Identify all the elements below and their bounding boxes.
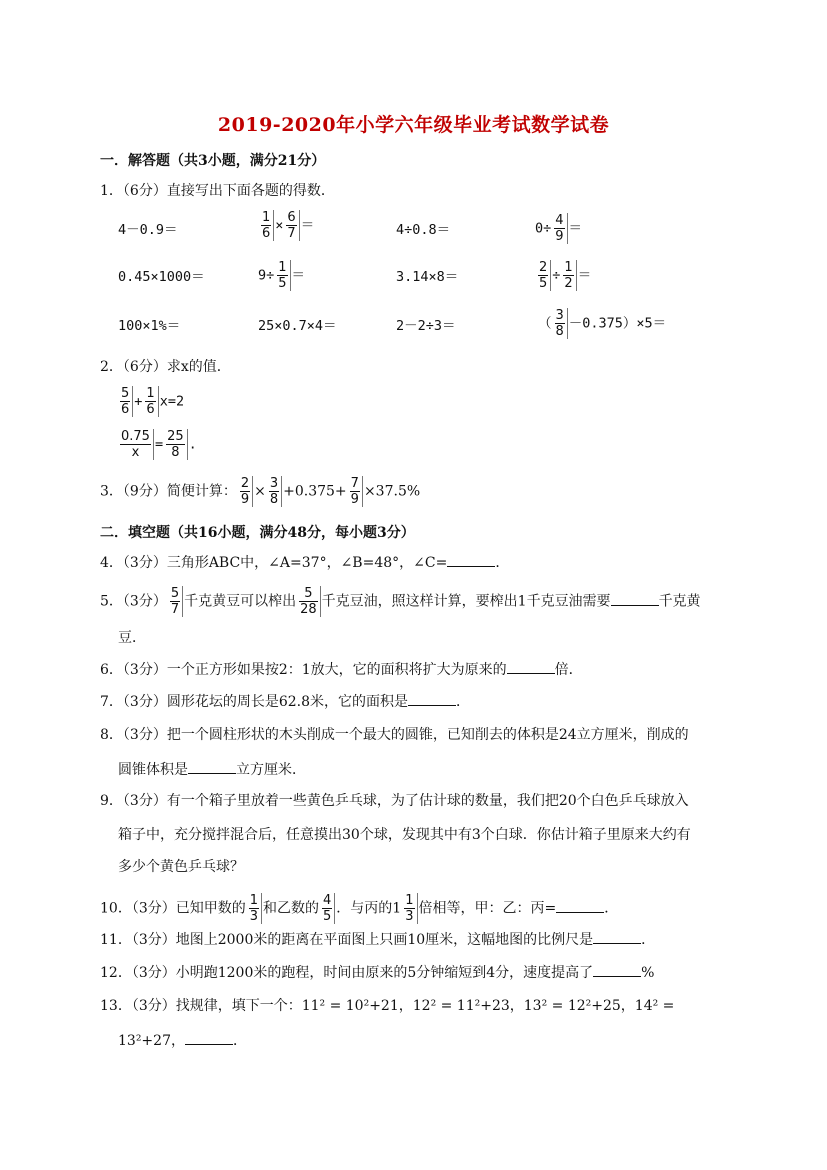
- fraction-numerator: 0.75: [121, 429, 150, 444]
- answer-blank: [611, 593, 659, 606]
- fraction-numerator: 1: [262, 210, 271, 225]
- q1-r2-c3: 3.14×8＝: [396, 269, 459, 285]
- q1-r1-c3: 4÷0.8＝: [396, 222, 451, 238]
- fraction-denominator: 8: [269, 492, 279, 507]
- fraction-numerator: 1: [405, 893, 414, 908]
- section-1-heading: 一．解答题（共3小题，满分21分）: [100, 153, 326, 169]
- fraction-denominator: 9: [240, 492, 250, 507]
- question-9-text: 9．（3分）有一个箱子里放着一些黄色乒乓球，为了估计球的数量，我们把20个白色乒乓球放入: [100, 793, 689, 809]
- answer-blank: [408, 693, 456, 706]
- question-13-text: 13．（3分）找规律，填下一个：11² = 10²+21，12² = 11²+23，13² = 12²+25，14² =: [100, 998, 675, 1014]
- fraction-numerator: 2: [240, 476, 250, 491]
- fraction-denominator: 6: [121, 402, 130, 417]
- fraction-numerator: 4: [555, 213, 564, 228]
- answer-blank: [593, 964, 641, 977]
- fraction-numerator: 1: [564, 260, 573, 275]
- answer-blank: [447, 554, 495, 567]
- fraction-denominator: 9: [350, 492, 359, 507]
- question-5-continued: 豆．: [118, 630, 146, 646]
- fraction-denominator: x: [131, 445, 140, 460]
- fraction-denominator: 6: [262, 226, 271, 241]
- fraction-denominator: 8: [555, 324, 564, 339]
- fraction-denominator: 2: [564, 276, 573, 291]
- fraction: [247, 893, 262, 924]
- question-9-line-3: 多少个黄色乒乓球？: [118, 859, 244, 875]
- fraction-denominator: 8: [171, 445, 180, 460]
- q1-r2-c4: $\frac{2}{5}$ ÷ $\frac{1}{2}$ ＝: [535, 260, 591, 291]
- fraction-denominator: 3: [405, 909, 414, 924]
- fraction: [536, 260, 551, 291]
- question-8-continued: 圆锥体积是 立方厘米．: [118, 762, 306, 778]
- question-5-text: 5．（3分） $\frac{5}{7}$ 千克黄豆可以榨出 $\frac{5}{28}$ 千克豆油，照这样计算，要榨出1千克豆油需要 千克黄: [100, 586, 701, 617]
- q1-r2-c1: 0.45×1000＝: [118, 269, 205, 285]
- section-2-heading: 二．填空题（共16小题，满分48分，每小题3分）: [100, 525, 415, 541]
- answer-blank: [188, 761, 236, 774]
- fraction: [118, 386, 133, 417]
- fraction-denominator: 28: [300, 602, 317, 617]
- fraction-denominator: 7: [287, 226, 296, 241]
- fraction: [164, 429, 188, 460]
- q1-r3-c2: 25×0.7×4＝: [258, 318, 337, 334]
- answer-blank: [185, 1032, 233, 1045]
- fraction-numerator: 3: [555, 308, 564, 323]
- answer-blank: [556, 900, 604, 913]
- fraction-denominator: 7: [170, 602, 180, 617]
- answer-blank: [507, 661, 555, 674]
- fraction: [143, 386, 158, 417]
- question-8-text: 8．（3分）把一个圆柱形状的木头削成一个最大的圆锥，已知削去的体积是24立方厘米，削成的: [100, 727, 689, 743]
- question-4-text: 4．（3分）三角形ABC中，∠A=37°，∠B=48°，∠C= ．: [100, 555, 510, 571]
- question-12-text: 12．（3分）小明跑1200米的跑程，时间由原来的5分钟缩短到4分，速度提高了 %: [100, 965, 655, 981]
- fraction: [348, 476, 363, 507]
- q1-r3-c1: 100×1%＝: [118, 318, 181, 334]
- question-6-text: 6．（3分）一个正方形如果按2：1放大，它的面积将扩大为原来的 倍．: [100, 662, 583, 678]
- question-2-text: 2．（6分）求x的值．: [100, 359, 231, 375]
- fraction: [275, 260, 290, 291]
- fraction-denominator: 5: [539, 276, 548, 291]
- fraction: [168, 586, 183, 617]
- fraction: [297, 586, 321, 617]
- question-11-text: 11．（3分）地图上2000米的距离在平面图上只画10厘米，这幅地图的比例尺是 ．: [100, 932, 656, 948]
- question-10-text: 10．（3分）已知甲数的 $\frac{1}{3}$ 和乙数的 $\frac{4}{5}$ ．与丙的1 $\frac{1}{3}$ 倍相等，甲：乙：丙= ．: [100, 893, 619, 924]
- fraction-numerator: 4: [323, 893, 332, 908]
- q1-r2-c2: 9÷ $\frac{1}{5}$ ＝: [258, 260, 306, 291]
- q1-r3-c3: 2－2÷3＝: [396, 318, 456, 334]
- fraction: [552, 213, 567, 244]
- fraction-denominator: 9: [555, 229, 564, 244]
- question-1-text: 1．（6分）直接写出下面各题的得数．: [100, 183, 335, 199]
- q2-equation-2: $\frac{0.75}{x}$ = $\frac{25}{8}$ .: [117, 429, 197, 460]
- question-13-continued: 13²+27， ．: [118, 1033, 247, 1049]
- fraction: [553, 308, 568, 339]
- fraction-denominator: 5: [278, 276, 287, 291]
- question-7-text: 7．（3分）圆形花坛的周长是62.8米，它的面积是 ．: [100, 694, 470, 710]
- question-9-line-2: 箱子中，充分搅拌混合后，任意摸出30个球，发现其中有3个白球．你估计箱子里原来大约有: [118, 827, 691, 843]
- fraction-numerator: 7: [350, 476, 359, 491]
- fraction-denominator: 5: [323, 909, 332, 924]
- answer-blank: [593, 931, 641, 944]
- fraction: [238, 476, 253, 507]
- q1-r3-c4: （ $\frac{3}{8}$ －0.375）×5＝: [538, 308, 667, 339]
- fraction-denominator: 3: [249, 909, 259, 924]
- fraction-numerator: 1: [146, 386, 155, 401]
- fraction-numerator: 25: [167, 429, 184, 444]
- fraction-numerator: 2: [539, 260, 548, 275]
- fraction-numerator: 5: [121, 386, 130, 401]
- q1-r1-c1: 4－0.9＝: [118, 222, 178, 238]
- fraction: [267, 476, 282, 507]
- q1-r1-c4: 0÷ $\frac{4}{9}$ ＝: [535, 213, 583, 244]
- fraction-numerator: 1: [249, 893, 259, 908]
- fraction-numerator: 1: [278, 260, 287, 275]
- fraction: [320, 893, 335, 924]
- fraction: [259, 210, 274, 241]
- page-title: 2019-2020年小学六年级毕业考试数学试卷: [217, 114, 610, 136]
- fraction-denominator: 6: [146, 402, 155, 417]
- fraction-numerator: 5: [299, 586, 318, 602]
- fraction-numerator: 6: [287, 210, 296, 225]
- q2-equation-1: $\frac{5}{6}$ + $\frac{1}{6}$ x=2: [117, 386, 184, 417]
- q1-r1-c2: $\frac{1}{6}$ × $\frac{6}{7}$ ＝: [258, 210, 314, 241]
- question-3-text: 3．（9分）简便计算： $\frac{2}{9}$ × $\frac{3}{8}$ +0.375+ $\frac{7}{9}$ ×37.5%: [100, 476, 421, 507]
- fraction: [402, 893, 417, 924]
- fraction-numerator: 5: [170, 586, 180, 601]
- fraction: [284, 210, 299, 241]
- fraction-numerator: 3: [269, 476, 279, 491]
- fraction: [118, 429, 154, 460]
- fraction: [561, 260, 576, 291]
